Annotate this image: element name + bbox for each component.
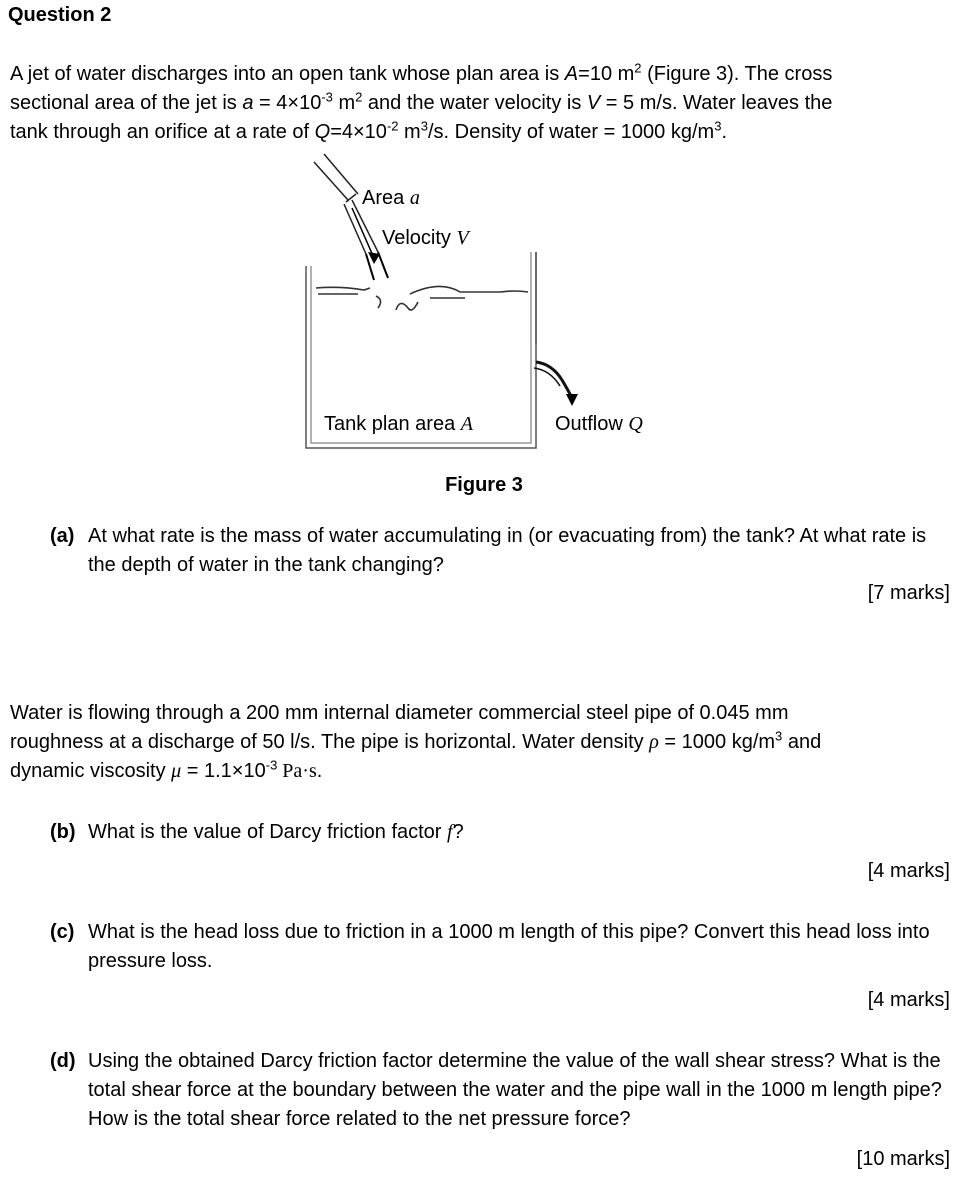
- part-b-marks: [4 marks]: [867, 860, 950, 882]
- tank-figure: [300, 148, 680, 458]
- part-d-label: (d): [50, 1050, 76, 1072]
- question-title: Question 2: [8, 4, 112, 26]
- part-c-text: What is the head loss due to friction in a 1000 m length of this pipe? Convert this head loss into pressure loss.: [88, 921, 930, 972]
- part-b-label: (b): [50, 821, 76, 843]
- part-b-text: What is the value of Darcy friction factor f?: [88, 821, 464, 843]
- part-d-text: Using the obtained Darcy friction factor determine the value of the wall shear stress? What is the total shear force at the boundary between the water and the pipe wall in the 1000 m length pipe? How is the total shear force related to the net pressure force?: [88, 1050, 942, 1130]
- intro-paragraph: [10, 60, 960, 147]
- outflow-label: Outflow Q: [555, 413, 643, 435]
- part-d-marks: [10 marks]: [856, 1148, 950, 1170]
- tank-area-label: Tank plan area A: [324, 413, 473, 435]
- intro-line-2: sectional area of the jet is $a = 4\times 10^{-3}$ $m^2$ and the water velocity is V = 5 m/s. Water leaves the: [10, 89, 833, 114]
- part-b: [50, 818, 955, 847]
- part-d: [50, 1047, 955, 1134]
- part-a-label: (a): [50, 525, 75, 547]
- velocity-label: Velocity V: [382, 227, 469, 249]
- area-label: Area a: [362, 187, 420, 209]
- figure-caption: Figure 3: [445, 474, 523, 496]
- outflow-jet: [534, 362, 578, 406]
- part-c-label: (c): [50, 921, 75, 943]
- part-c: [50, 918, 955, 976]
- pipe-line-2: roughness at a discharge of 50 l/s. The pipe is horizontal. Water density ρ = 1000 $kg/m^3$ and: [10, 728, 822, 753]
- pipe-line-3: dynamic viscosity $\mu = 1.1\times 10^{-3}$ Pa·s.: [10, 757, 323, 782]
- part-c-marks: [4 marks]: [867, 989, 950, 1011]
- pipe-paragraph: [10, 699, 960, 786]
- tank-diagram: [300, 148, 680, 458]
- pipe-line-1: Water is flowing through a 200 mm internal diameter commercial steel pipe of 0.045 mm: [10, 702, 789, 724]
- water-surface: [316, 286, 528, 310]
- jet-nozzle: [314, 154, 388, 280]
- part-a: [50, 522, 955, 580]
- part-a-text: At what rate is the mass of water accumulating in (or evacuating from) the tank? At what rate is the depth of water in the tank changing?: [88, 525, 927, 576]
- intro-line-3: tank through an orifice at a rate of $Q=4\times 10^{-2}$ $m^3/s$. Density of water = 1000 $kg/m^3$.: [10, 118, 727, 143]
- part-a-marks: [7 marks]: [867, 582, 950, 604]
- intro-line-1: A jet of water discharges into an open tank whose plan area is A=10 $m^2$ (Figure 3). The cross: [10, 60, 833, 85]
- outflow-arrowhead: [566, 394, 578, 406]
